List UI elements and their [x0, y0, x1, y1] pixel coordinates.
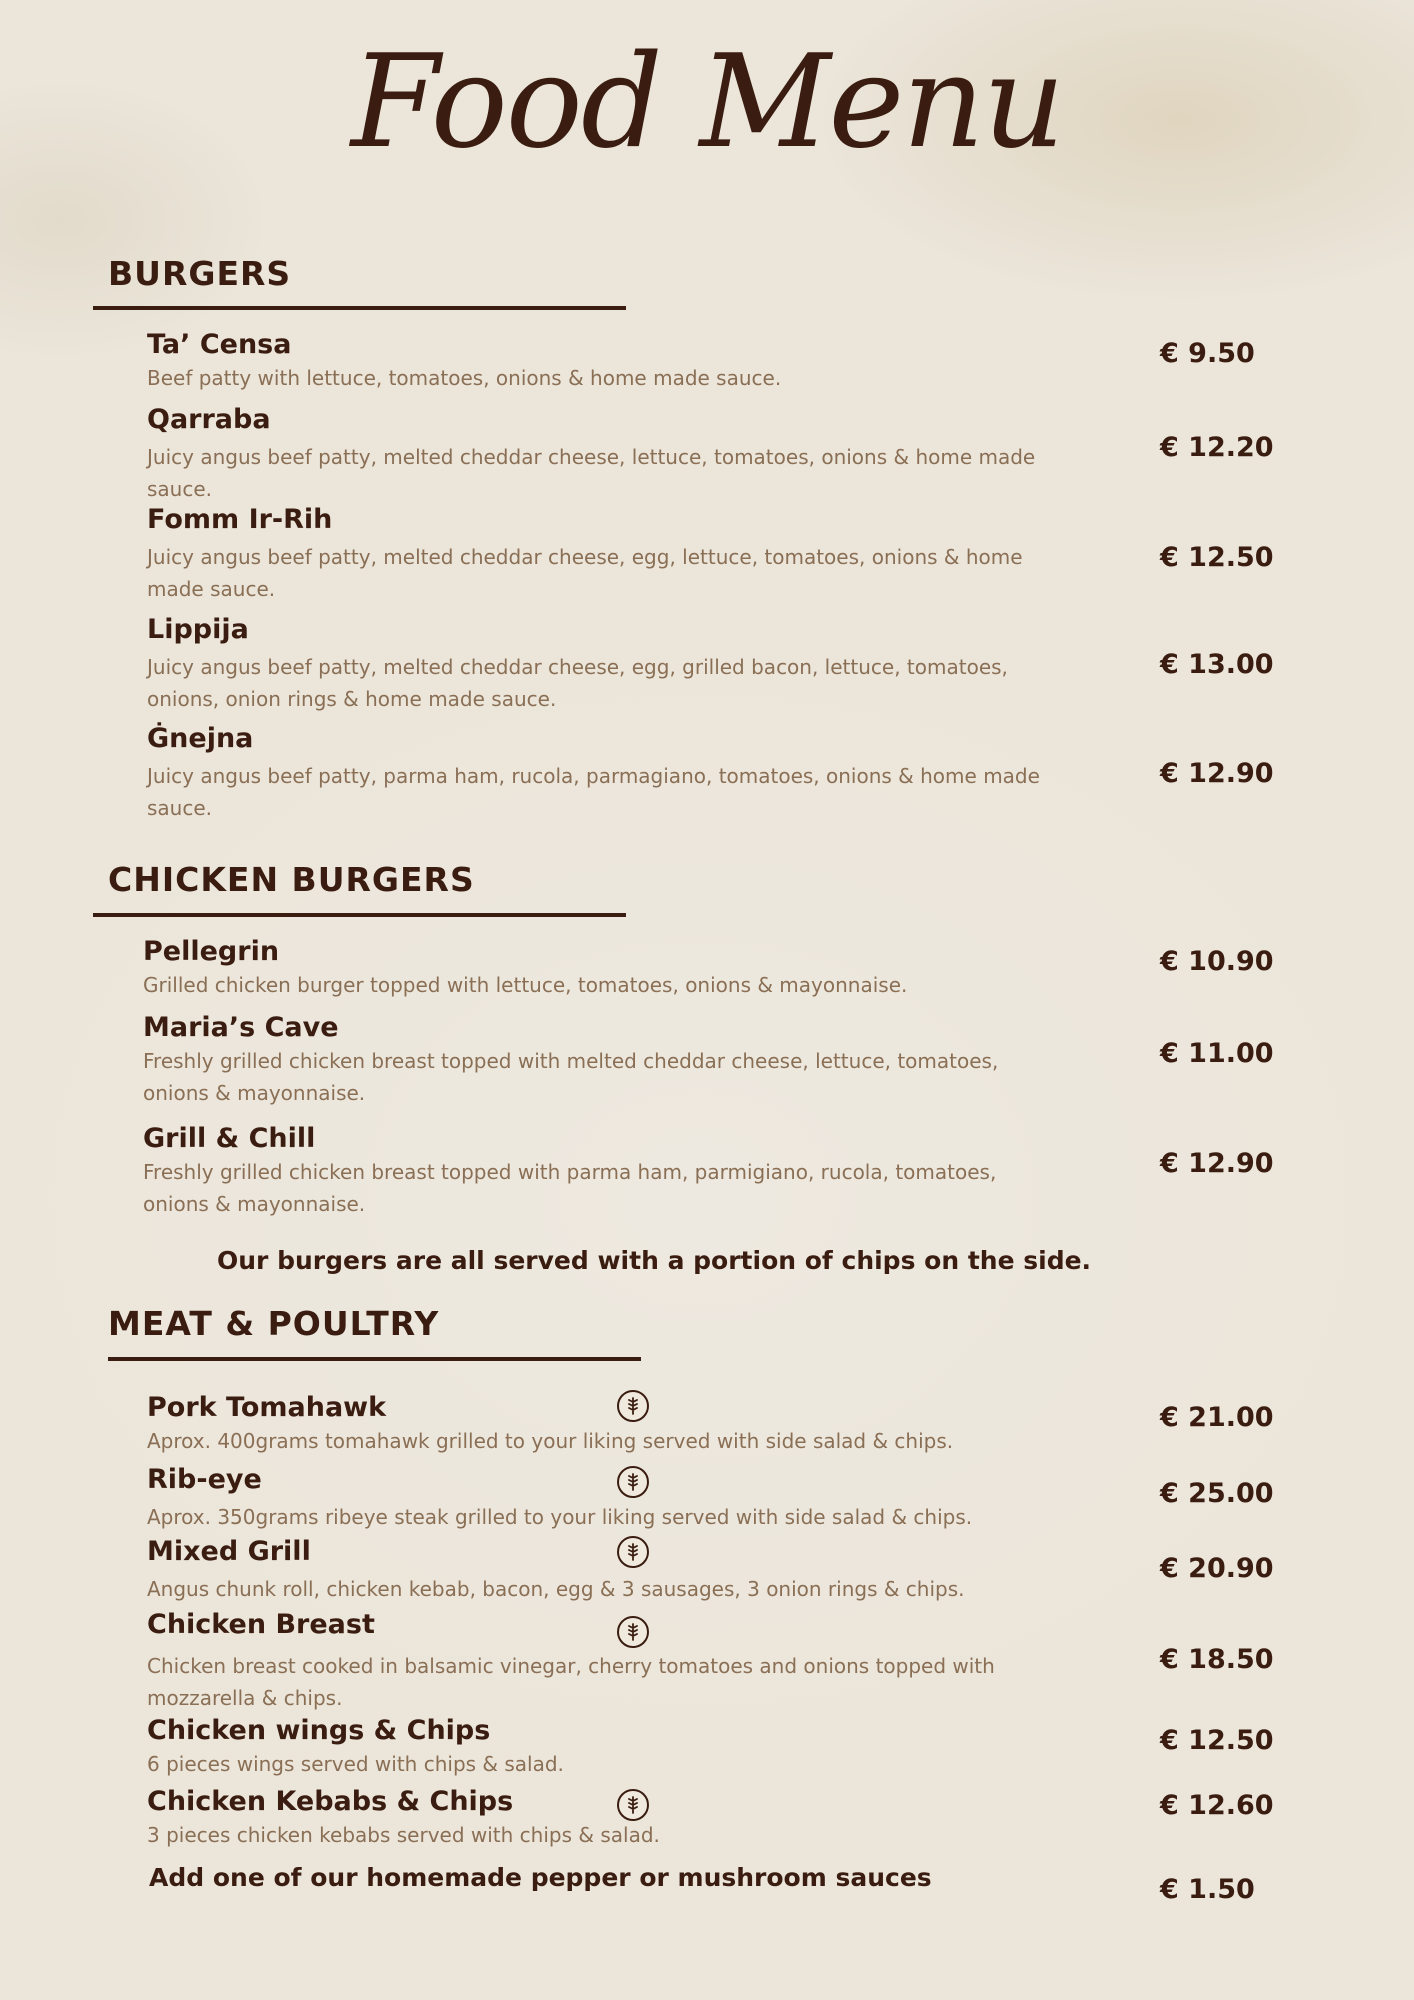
section-divider: [93, 306, 626, 310]
menu-item: [147, 1785, 1047, 1851]
item-price: € 13.00: [1160, 649, 1274, 680]
gluten-free-icon: [617, 1616, 649, 1648]
section-divider: [108, 1357, 641, 1361]
item-description: Grilled chicken burger topped with lettuce, tomatoes, onions & mayonnaise.: [143, 973, 908, 997]
item-name: Ġnejna: [147, 723, 254, 754]
item-name: Fomm Ir-Rih: [147, 504, 333, 535]
item-price: € 9.50: [1160, 338, 1255, 369]
item-name: Grill & Chill: [143, 1123, 316, 1154]
item-price: € 20.90: [1160, 1553, 1274, 1584]
item-description: Chicken breast cooked in balsamic vinegar, cherry tomatoes and onions topped with mozzarella & chips.: [147, 1654, 995, 1710]
item-price: € 11.00: [1160, 1038, 1274, 1069]
item-price: € 10.90: [1160, 946, 1274, 977]
item-description: Angus chunk roll, chicken kebab, bacon, egg & 3 sausages, 3 onion rings & chips.: [147, 1577, 965, 1601]
item-description: Freshly grilled chicken breast topped with melted cheddar cheese, lettuce, tomatoes, onions & mayonnaise.: [143, 1049, 999, 1105]
item-name: Maria’s Cave: [143, 1012, 339, 1043]
menu-item: [143, 935, 1043, 1001]
gluten-free-icon: [617, 1536, 649, 1568]
item-name: Qarraba: [147, 404, 271, 435]
item-price: € 12.90: [1160, 1148, 1274, 1179]
item-description: Freshly grilled chicken breast topped with parma ham, parmigiano, rucola, tomatoes, onions & mayonnaise.: [143, 1160, 997, 1216]
item-price: € 12.50: [1160, 542, 1274, 573]
item-name: Pork Tomahawk: [147, 1392, 387, 1423]
menu-item: [147, 1608, 1007, 1714]
menu-item: [147, 328, 1047, 394]
menu-item: [143, 1122, 1023, 1220]
item-description: Juicy angus beef patty, melted cheddar cheese, lettuce, tomatoes, onions & home made sauce.: [147, 445, 1036, 501]
item-name: Chicken Breast: [147, 1609, 375, 1640]
menu-item: [147, 613, 1027, 715]
item-name: Ta’ Censa: [147, 329, 292, 360]
menu-title: Food Menu: [350, 28, 1064, 177]
section-heading-burgers: BURGERS: [108, 254, 292, 293]
item-price: € 12.90: [1160, 758, 1274, 789]
gluten-free-icon: [617, 1466, 649, 1498]
menu-item: [147, 1714, 1047, 1780]
item-description: Juicy angus beef patty, melted cheddar cheese, egg, lettuce, tomatoes, onions & home made sauce.: [147, 545, 1023, 601]
item-description: Juicy angus beef patty, melted cheddar cheese, egg, grilled bacon, lettuce, tomatoes, onions, onion rings & home made sauce.: [147, 655, 1008, 711]
item-name: Chicken Kebabs & Chips: [147, 1786, 514, 1817]
item-price: € 12.50: [1160, 1725, 1274, 1756]
menu-item: [147, 722, 1047, 824]
item-price: € 25.00: [1160, 1478, 1274, 1509]
section-heading-meat-poultry: MEAT & POULTRY: [108, 1304, 440, 1343]
item-price: € 12.60: [1160, 1790, 1274, 1821]
item-price: € 21.00: [1160, 1402, 1274, 1433]
section-divider: [93, 913, 626, 917]
menu-item: [143, 1011, 1023, 1109]
item-description: Beef patty with lettuce, tomatoes, onions & home made sauce.: [147, 366, 782, 390]
item-name: Rib-eye: [147, 1464, 262, 1495]
item-description: 3 pieces chicken kebabs served with chips & salad.: [147, 1823, 660, 1847]
item-price: € 18.50: [1160, 1644, 1274, 1675]
chips-note: Our burgers are all served with a portion of chips on the side.: [217, 1246, 1092, 1275]
gluten-free-icon: [617, 1789, 649, 1821]
item-name: Chicken wings & Chips: [147, 1715, 491, 1746]
item-description: Aprox. 350grams ribeye steak grilled to your liking served with side salad & chips.: [147, 1505, 973, 1529]
item-description: 6 pieces wings served with chips & salad.: [147, 1752, 564, 1776]
section-heading-chicken-burgers: CHICKEN BURGERS: [108, 860, 475, 899]
item-name: Pellegrin: [143, 936, 280, 967]
item-price: € 12.20: [1160, 432, 1274, 463]
item-description: Aprox. 400grams tomahawk grilled to your liking served with side salad & chips.: [147, 1429, 954, 1453]
gluten-free-icon: [617, 1390, 649, 1422]
addon-note: Add one of our homemade pepper or mushroom sauces: [149, 1863, 932, 1892]
item-description: Juicy angus beef patty, parma ham, rucola, parmagiano, tomatoes, onions & home made sauce.: [147, 764, 1040, 820]
item-name: Mixed Grill: [147, 1536, 311, 1567]
addon-price: € 1.50: [1160, 1874, 1255, 1905]
menu-item: [147, 503, 1027, 605]
item-name: Lippija: [147, 614, 249, 645]
menu-item: [147, 403, 1037, 505]
